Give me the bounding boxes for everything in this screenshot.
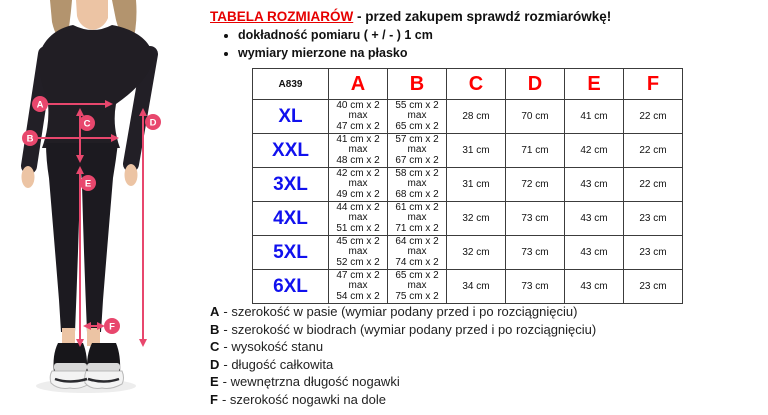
measurement-line-text: 47 cm x 2 bbox=[336, 269, 380, 281]
measurement-cell-e: 43 cm bbox=[565, 168, 624, 202]
measurement-line-text: 58 cm x 2 bbox=[395, 167, 439, 179]
measurement-cell-e: 42 cm bbox=[565, 134, 624, 168]
measurement-line-text: max bbox=[348, 280, 368, 292]
measurement-line-text: 65 cm x 2 bbox=[395, 120, 439, 132]
measurement-cell-d: 73 cm bbox=[506, 202, 565, 236]
annotation-badge-e-label: E bbox=[84, 178, 92, 190]
legend-item-b bbox=[210, 321, 596, 339]
table-row-4xl bbox=[253, 202, 683, 236]
measurement-cell-c: 31 cm bbox=[447, 134, 506, 168]
measurement-cell-f: 22 cm bbox=[624, 168, 683, 202]
legend-item-c bbox=[210, 338, 596, 356]
measurement-line-text: 42 cm x 2 bbox=[336, 167, 380, 179]
legend-item-f bbox=[210, 391, 596, 409]
measurement-line-text: 52 cm x 2 bbox=[336, 256, 380, 268]
measurement-line-text: 71 cm x 2 bbox=[395, 222, 439, 234]
measurement-line-text: max bbox=[407, 178, 427, 190]
legend-text: - wewnętrzna długość nogawki bbox=[222, 374, 400, 389]
page-title bbox=[210, 9, 611, 24]
measurement-line-text: 47 cm x 2 bbox=[336, 120, 380, 132]
size-cell: XXL bbox=[253, 134, 329, 168]
measurement-cell-d: 71 cm bbox=[506, 134, 565, 168]
table-row-3xl bbox=[253, 168, 683, 202]
measurement-line-text: max bbox=[407, 110, 427, 122]
legend-letter: D bbox=[210, 356, 220, 372]
measurement-cell-c: 32 cm bbox=[447, 236, 506, 270]
legend-item-d bbox=[210, 356, 596, 374]
arrow-d-down bbox=[139, 339, 147, 347]
product-code-cell: A839 bbox=[253, 69, 329, 100]
measurement-line-text: max bbox=[348, 178, 368, 190]
measurement-line-text: 75 cm x 2 bbox=[395, 290, 439, 302]
measurement-line-text: 61 cm x 2 bbox=[395, 201, 439, 213]
legend-text: - wysokość stanu bbox=[223, 339, 324, 354]
table-row-xl bbox=[253, 100, 683, 134]
table-row-6xl bbox=[253, 270, 683, 304]
legend-letter: E bbox=[210, 374, 219, 389]
column-header-c: C bbox=[447, 69, 506, 100]
page-title-suffix: - przed zakupem sprawdź rozmiarówkę! bbox=[353, 9, 612, 24]
size-cell: 6XL bbox=[253, 270, 329, 304]
measurement-line-text: 55 cm x 2 bbox=[395, 99, 439, 111]
measurement-line-text: max bbox=[348, 246, 368, 258]
measurement-line-text: 41 cm x 2 bbox=[336, 133, 380, 145]
annotation-badge-d-label: D bbox=[149, 117, 157, 129]
measurement-cell-b bbox=[388, 168, 447, 202]
measurement-line-text: 57 cm x 2 bbox=[395, 133, 439, 145]
measurement-cell-a bbox=[329, 168, 388, 202]
measurement-line-text: max bbox=[407, 212, 427, 224]
column-header-f: F bbox=[624, 69, 683, 100]
column-header-a: A bbox=[329, 69, 388, 100]
measurement-cell-d: 72 cm bbox=[506, 168, 565, 202]
measurement-line-text: 51 cm x 2 bbox=[336, 222, 380, 234]
size-cell: XL bbox=[253, 100, 329, 134]
table-row-xxl bbox=[253, 134, 683, 168]
annotation-badge-a-label: A bbox=[36, 99, 44, 111]
measurement-cell-e: 41 cm bbox=[565, 100, 624, 134]
measurement-cell-a bbox=[329, 270, 388, 304]
bullet-list bbox=[210, 26, 433, 62]
legend-letter: A bbox=[210, 304, 220, 319]
right-hand bbox=[125, 164, 138, 186]
column-header-e: E bbox=[565, 69, 624, 100]
legend-letter: F bbox=[210, 391, 218, 407]
measurement-line-text: 65 cm x 2 bbox=[395, 269, 439, 281]
left-shoe-panel bbox=[54, 363, 87, 371]
neck-shape bbox=[76, 0, 108, 30]
left-hand bbox=[22, 166, 35, 188]
model-photo bbox=[0, 0, 200, 415]
measurement-line-text: 64 cm x 2 bbox=[395, 235, 439, 247]
legend-letter: C bbox=[210, 339, 220, 354]
page-title-main: TABELA ROZMIARÓW bbox=[210, 9, 354, 24]
table-header-row bbox=[253, 69, 683, 100]
measurement-cell-f: 23 cm bbox=[624, 236, 683, 270]
legend-letter: B bbox=[210, 321, 220, 337]
size-table bbox=[252, 68, 683, 304]
measurement-cell-a bbox=[329, 236, 388, 270]
measurement-cell-c: 32 cm bbox=[447, 202, 506, 236]
measurement-cell-f: 22 cm bbox=[624, 100, 683, 134]
measurement-cell-b bbox=[388, 236, 447, 270]
measurement-cell-f: 23 cm bbox=[624, 202, 683, 236]
model-figure-svg bbox=[0, 0, 200, 415]
measurement-cell-d: 70 cm bbox=[506, 100, 565, 134]
measurement-cell-f: 23 cm bbox=[624, 270, 683, 304]
table-row-5xl bbox=[253, 236, 683, 270]
measurement-cell-c: 31 cm bbox=[447, 168, 506, 202]
measurement-line-text: max bbox=[348, 212, 368, 224]
measurement-cell-b bbox=[388, 134, 447, 168]
measurement-line-text: max bbox=[348, 110, 368, 122]
measurement-line-text: 48 cm x 2 bbox=[336, 154, 380, 166]
measurement-cell-d: 73 cm bbox=[506, 270, 565, 304]
measurement-cell-b bbox=[388, 202, 447, 236]
right-shoe-panel bbox=[87, 363, 120, 371]
measurement-line-text: 44 cm x 2 bbox=[336, 201, 380, 213]
legend-text: - szerokość w pasie (wymiar podany przed i po rozciągnięciu) bbox=[223, 304, 578, 319]
measurement-cell-f: 22 cm bbox=[624, 134, 683, 168]
measurement-cell-b bbox=[388, 270, 447, 304]
bullet-item-accuracy: • dokładność pomiaru ( + / - ) 1 cm bbox=[238, 26, 433, 44]
measurement-line-text: max bbox=[407, 144, 427, 156]
annotation-badge-b-label: B bbox=[26, 133, 34, 145]
measurement-cell-a bbox=[329, 202, 388, 236]
annotation-badge-f-label: F bbox=[109, 321, 115, 333]
legend-item-a bbox=[210, 303, 596, 321]
annotation-badge-c-label: C bbox=[83, 118, 91, 130]
measurement-cell-d: 73 cm bbox=[506, 236, 565, 270]
measurement-line-text: max bbox=[407, 280, 427, 292]
measurement-legend bbox=[210, 303, 596, 408]
measurement-line-text: max bbox=[348, 144, 368, 156]
column-header-b: B bbox=[388, 69, 447, 100]
measurement-cell-e: 43 cm bbox=[565, 202, 624, 236]
measurement-line-text: 67 cm x 2 bbox=[395, 154, 439, 166]
measurement-line-text: 49 cm x 2 bbox=[336, 188, 380, 200]
column-header-d: D bbox=[506, 69, 565, 100]
measurement-line-text: 45 cm x 2 bbox=[336, 235, 380, 247]
size-cell: 5XL bbox=[253, 236, 329, 270]
measurement-cell-c: 28 cm bbox=[447, 100, 506, 134]
measurement-line-text: 40 cm x 2 bbox=[336, 99, 380, 111]
measurement-line-text: 74 cm x 2 bbox=[395, 256, 439, 268]
legend-text: - szerokość w biodrach (wymiar podany przed i po rozciągnięciu) bbox=[223, 321, 597, 337]
legend-text: - szerokość nogawki na dole bbox=[221, 391, 386, 407]
measurement-line-text: 54 cm x 2 bbox=[336, 290, 380, 302]
legend-text: - długość całkowita bbox=[223, 356, 334, 372]
size-cell: 4XL bbox=[253, 202, 329, 236]
measurement-line-text: max bbox=[407, 246, 427, 258]
measurement-cell-a bbox=[329, 100, 388, 134]
measurement-line-text: 68 cm x 2 bbox=[395, 188, 439, 200]
size-cell: 3XL bbox=[253, 168, 329, 202]
measurement-cell-c: 34 cm bbox=[447, 270, 506, 304]
legend-item-e bbox=[210, 373, 596, 391]
measurement-cell-e: 43 cm bbox=[565, 270, 624, 304]
measurement-cell-e: 43 cm bbox=[565, 236, 624, 270]
measurement-cell-a bbox=[329, 134, 388, 168]
measurement-cell-b bbox=[388, 100, 447, 134]
bullet-item-flat: • wymiary mierzone na płasko bbox=[238, 44, 433, 62]
